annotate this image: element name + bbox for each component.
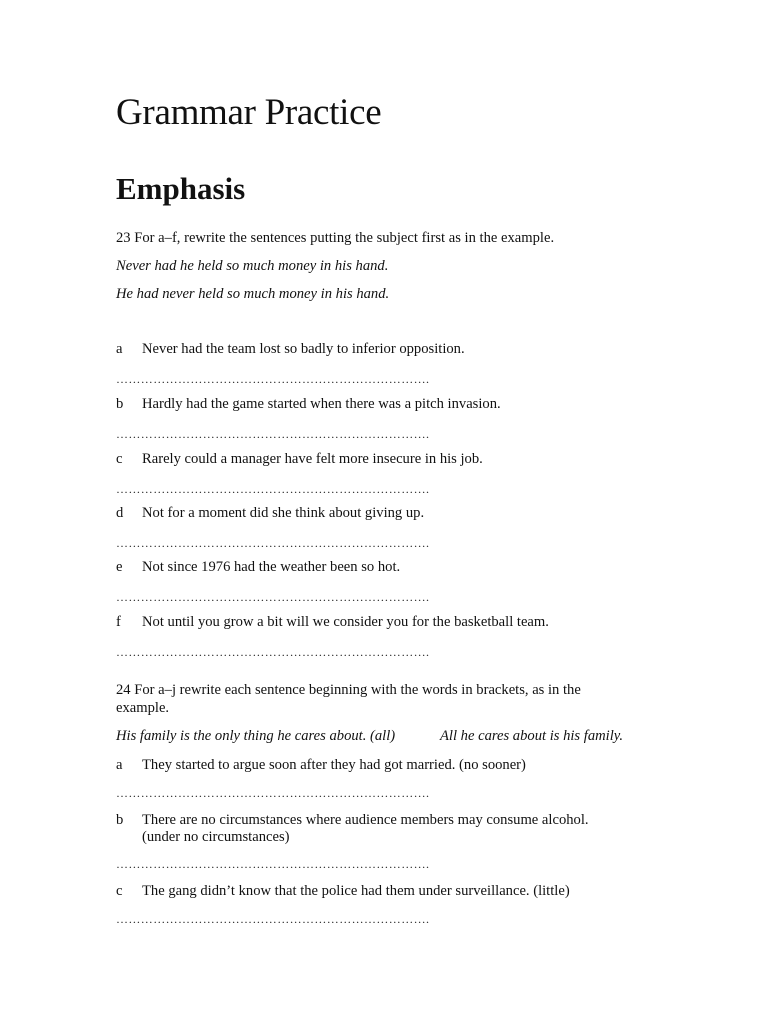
answer-line[interactable]: …………………………………………………………………. — [116, 536, 430, 550]
exercise-24-instruction-cont: example. — [116, 700, 170, 716]
exercise-24-example-question: His family is the only thing he cares about. (all) — [116, 728, 396, 744]
answer-line[interactable]: …………………………………………………………………. — [116, 786, 430, 800]
exercise-23-instruction: 23 For a–f, rewrite the sentences putting the subject first as in the example. — [116, 230, 555, 246]
item-letter: d — [116, 505, 124, 521]
exercise-23-item-d: Not for a moment did she think about giving up. — [142, 505, 425, 521]
answer-line[interactable]: …………………………………………………………………. — [116, 482, 430, 496]
exercise-24-item-b: There are no circumstances where audience members may consume alcohol. — [142, 812, 589, 828]
answer-line[interactable]: …………………………………………………………………. — [116, 645, 430, 659]
exercise-23-item-f: Not until you grow a bit will we consider you for the basketball team. — [142, 614, 549, 630]
exercise-23-example-question: Never had he held so much money in his hand. — [116, 258, 389, 274]
exercise-24-item-a: They started to argue soon after they had got married. (no sooner) — [142, 757, 526, 773]
item-letter: f — [116, 614, 121, 630]
exercise-24-instruction: 24 For a–j rewrite each sentence beginning with the words in brackets, as in the — [116, 682, 581, 698]
item-letter: a — [116, 341, 123, 357]
exercise-23-item-a: Never had the team lost so badly to inferior opposition. — [142, 341, 465, 357]
exercise-24-item-c: The gang didn’t know that the police had them under surveillance. (little) — [142, 883, 570, 899]
item-letter: b — [116, 812, 124, 828]
answer-line[interactable]: …………………………………………………………………. — [116, 427, 430, 441]
exercise-23-item-e: Not since 1976 had the weather been so hot. — [142, 559, 401, 575]
answer-line[interactable]: …………………………………………………………………. — [116, 857, 430, 871]
item-letter: c — [116, 451, 123, 467]
exercise-23-item-c: Rarely could a manager have felt more insecure in his job. — [142, 451, 483, 467]
exercise-24-item-b-cont: (under no circumstances) — [142, 829, 290, 845]
exercise-24-example-answer: All he cares about is his family. — [440, 728, 624, 744]
item-letter: e — [116, 559, 123, 575]
exercise-23-example-answer: He had never held so much money in his hand. — [116, 286, 390, 302]
answer-line[interactable]: …………………………………………………………………. — [116, 590, 430, 604]
page-title: Grammar Practice — [116, 92, 382, 133]
answer-line[interactable]: …………………………………………………………………. — [116, 912, 430, 926]
item-letter: c — [116, 883, 123, 899]
exercise-23-item-b: Hardly had the game started when there was a pitch invasion. — [142, 396, 501, 412]
item-letter: a — [116, 757, 123, 773]
section-heading: Emphasis — [116, 171, 246, 206]
item-letter: b — [116, 396, 124, 412]
answer-line[interactable]: …………………………………………………………………. — [116, 372, 430, 386]
